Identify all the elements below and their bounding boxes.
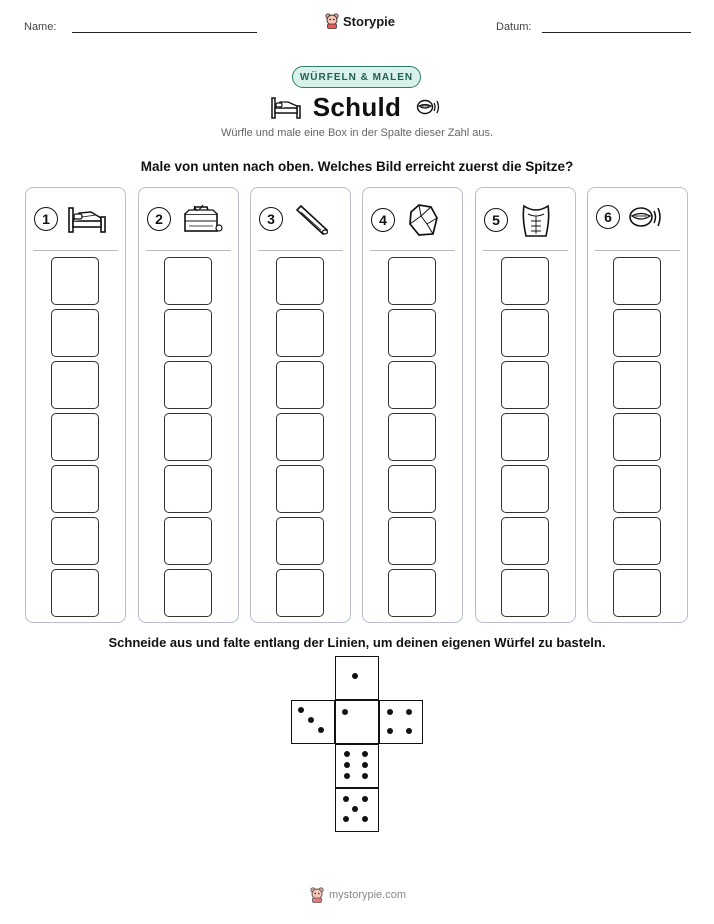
dice-pip [343,816,349,822]
color-box[interactable] [164,465,212,513]
toolbox-icon [179,202,223,236]
column-1 [25,187,126,623]
color-box[interactable] [501,309,549,357]
color-box[interactable] [501,413,549,461]
color-box[interactable] [388,309,436,357]
stick-icon [291,202,333,236]
storypie-bear-icon [310,887,324,903]
color-box[interactable] [388,361,436,409]
color-box[interactable] [164,309,212,357]
color-box[interactable] [613,569,661,617]
color-box[interactable] [164,361,212,409]
title-mouth-icon [416,97,440,117]
dice-pip [352,806,358,812]
dice-pip [387,709,393,715]
color-box[interactable] [164,413,212,461]
dice-pip [362,816,368,822]
rock-icon [403,202,443,238]
date-label: Datum: [496,21,532,33]
color-box[interactable] [388,257,436,305]
dice-pip [298,707,304,713]
color-box[interactable] [613,309,661,357]
color-box[interactable] [51,569,99,617]
column-5 [475,187,576,623]
color-box[interactable] [276,517,324,565]
color-box[interactable] [388,465,436,513]
color-box[interactable] [276,361,324,409]
column-number: 1 [34,207,58,231]
color-box[interactable] [501,517,549,565]
column-divider [258,250,343,251]
column-divider [33,250,118,251]
column-divider [595,250,680,251]
name-line [72,32,257,33]
column-2 [138,187,239,623]
color-box[interactable] [276,569,324,617]
color-box[interactable] [501,569,549,617]
dice-face-1-center [335,700,379,744]
color-box[interactable] [51,361,99,409]
cut-instruction: Schneide aus und falte entlang der Linien, um deinen eigenen Würfel zu basteln. [108,635,606,650]
column-divider [146,250,231,251]
column-3 [250,187,351,623]
color-box[interactable] [501,361,549,409]
dice-pip [344,751,350,757]
speaking-mouth-icon [628,202,664,232]
color-box[interactable] [276,309,324,357]
dice-pip [352,673,358,679]
dice-face-3 [291,700,335,744]
storypie-bear-icon [325,13,339,29]
name-label: Name: [24,21,57,33]
color-box[interactable] [51,413,99,461]
column-divider [370,250,455,251]
dice-pip [387,728,393,734]
column-divider [483,250,568,251]
color-box[interactable] [388,569,436,617]
column-number: 3 [259,207,283,231]
dice-pip [308,717,314,723]
column-number: 2 [147,207,171,231]
activity-badge: WÜRFELN & MALEN [292,66,421,88]
color-box[interactable] [613,413,661,461]
bed-icon [66,202,108,236]
dice-pip [344,762,350,768]
brand-logo [325,13,395,29]
date-line [542,32,691,33]
dice-pip [362,773,368,779]
dice-pip [318,727,324,733]
dice-pip [406,709,412,715]
dice-pip [406,728,412,734]
color-box[interactable] [164,517,212,565]
dice-face-6 [335,744,379,788]
brand-name: Storypie [343,13,396,29]
column-number: 6 [596,205,620,229]
color-box[interactable] [276,413,324,461]
color-box[interactable] [501,465,549,513]
footer [310,887,406,903]
color-box[interactable] [388,517,436,565]
dice-face-1 [335,656,379,700]
column-number: 4 [371,208,395,232]
column-number: 5 [484,208,508,232]
dice-pip [362,751,368,757]
subtitle: Würfle und male eine Box in der Spalte dieser Zahl aus. [220,127,494,139]
color-box[interactable] [164,569,212,617]
page-title: Schuld [312,92,402,122]
color-box[interactable] [51,465,99,513]
dice-pip [342,709,348,715]
color-box[interactable] [51,257,99,305]
color-box[interactable] [276,257,324,305]
dice-pip [362,796,368,802]
color-box[interactable] [613,361,661,409]
torso-icon [516,202,556,238]
dice-pip [344,773,350,779]
color-box[interactable] [276,465,324,513]
color-box[interactable] [164,257,212,305]
column-6 [587,187,688,623]
color-box[interactable] [51,309,99,357]
color-box[interactable] [613,517,661,565]
dice-face-5 [335,788,379,832]
instruction: Male von unten nach oben. Welches Bild erreicht zuerst die Spitze? [140,159,574,174]
color-box[interactable] [51,517,99,565]
dice-pip [343,796,349,802]
dice-pip [362,762,368,768]
color-box[interactable] [613,257,661,305]
color-box[interactable] [613,465,661,513]
dice-face-4 [379,700,423,744]
color-box[interactable] [501,257,549,305]
color-box[interactable] [388,413,436,461]
column-4 [362,187,463,623]
footer-url: mystorypie.com [329,889,407,901]
